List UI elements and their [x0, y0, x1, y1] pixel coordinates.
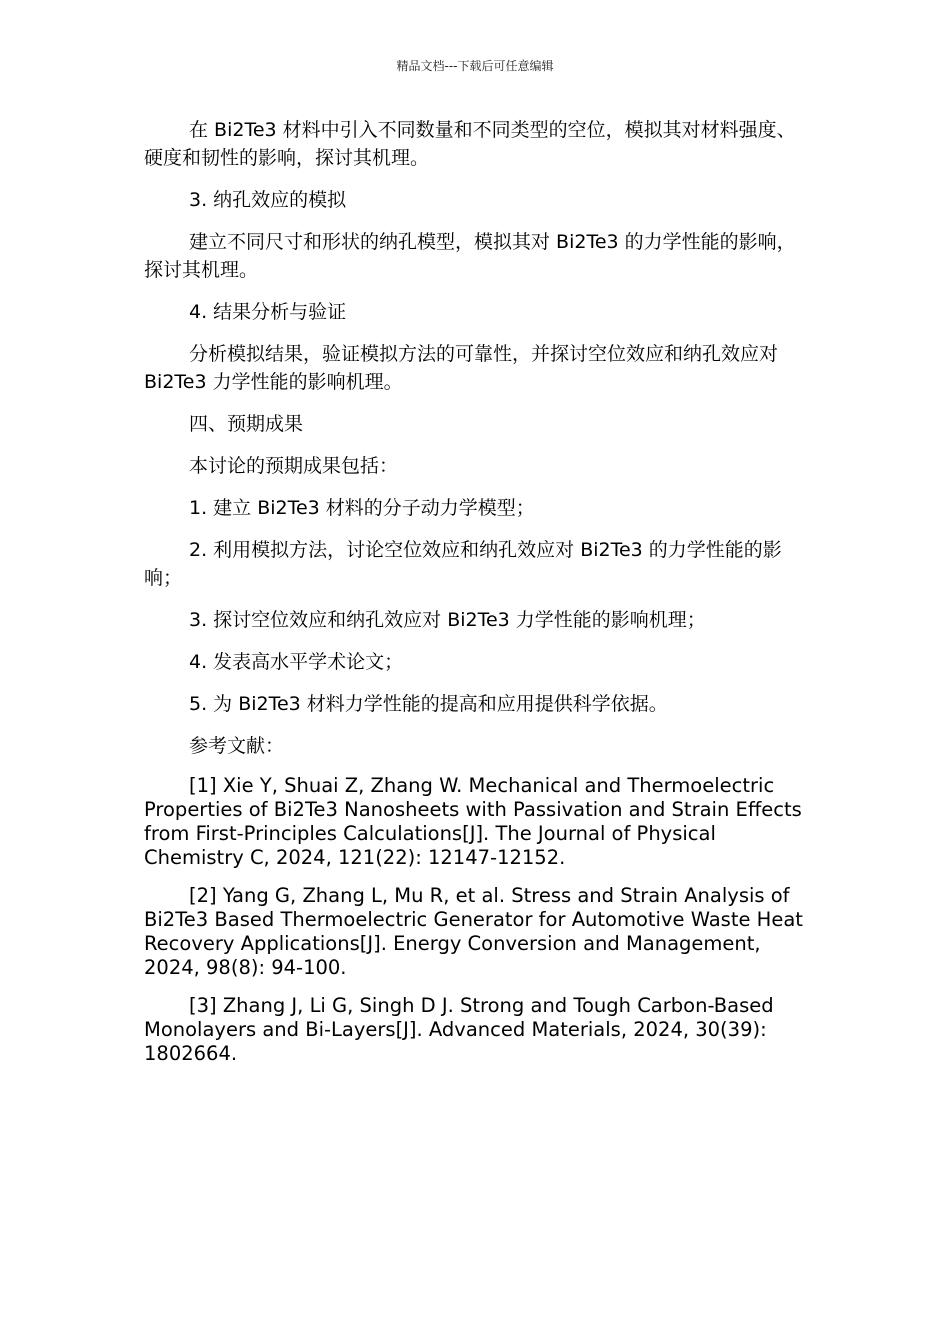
list-item-3: 3. 探讨空位效应和纳孔效应对 Bi2Te3 力学性能的影响机理； — [189, 609, 706, 631]
list-item-1: 1. 建立 Bi2Te3 材料的分子动力学模型； — [189, 497, 535, 519]
reference-2: [2] Yang G, Zhang L, Mu R, et al. Stress and Strain Analysis of Bi2Te3 Based Thermoelectric Generator for Automotive Waste Heat Recovery Applications[J]. Energy Conversion and Management, 2024, 98(8): 94-100. — [144, 884, 803, 979]
paragraph-vacancy-simulation: 在 Bi2Te3 材料中引入不同数量和不同类型的空位，模拟其对材料强度、硬度和韧性的影响，探讨其机理。 — [144, 119, 796, 169]
references-heading: 参考文献： — [189, 735, 285, 757]
document-body — [144, 116, 806, 1080]
reference-1: [1] Xie Y, Shuai Z, Zhang W. Mechanical and Thermoelectric Properties of Bi2Te3 Nanosheets with Passivation and Strain Effects from First-Principles Calculations[J]. The Journal of Physical Chemistry C, 2024, 121(22): 12147-12152. — [144, 774, 802, 869]
reference-3: [3] Zhang J, Li G, Singh D J. Strong and Tough Carbon-Based Monolayers and Bi-Layers[J]. Advanced Materials, 2024, 30(39): 1802664. — [144, 994, 774, 1065]
page-header: 精品文档---下载后可任意编辑 — [396, 59, 554, 73]
paragraph-expected-intro: 本讨论的预期成果包括： — [189, 455, 399, 477]
paragraph-nanopore-model: 建立不同尺寸和形状的纳孔模型，模拟其对 Bi2Te3 的力学性能的影响，探讨其机理。 — [144, 231, 796, 281]
list-item-5: 5. 为 Bi2Te3 材料力学性能的提高和应用提供科学依据。 — [189, 693, 668, 715]
heading-result-analysis: 4. 结果分析与验证 — [189, 301, 347, 323]
list-item-4: 4. 发表高水平学术论文； — [189, 651, 404, 673]
paragraph-result-analysis: 分析模拟结果，验证模拟方法的可靠性，并探讨空位效应和纳孔效应对 Bi2Te3 力学性能的影响机理。 — [144, 343, 779, 393]
heading-expected-results: 四、预期成果 — [189, 413, 304, 435]
list-item-2: 2. 利用模拟方法，讨论空位效应和纳孔效应对 Bi2Te3 的力学性能的影响； — [144, 539, 782, 589]
heading-nanopore-simulation: 3. 纳孔效应的模拟 — [189, 189, 347, 211]
